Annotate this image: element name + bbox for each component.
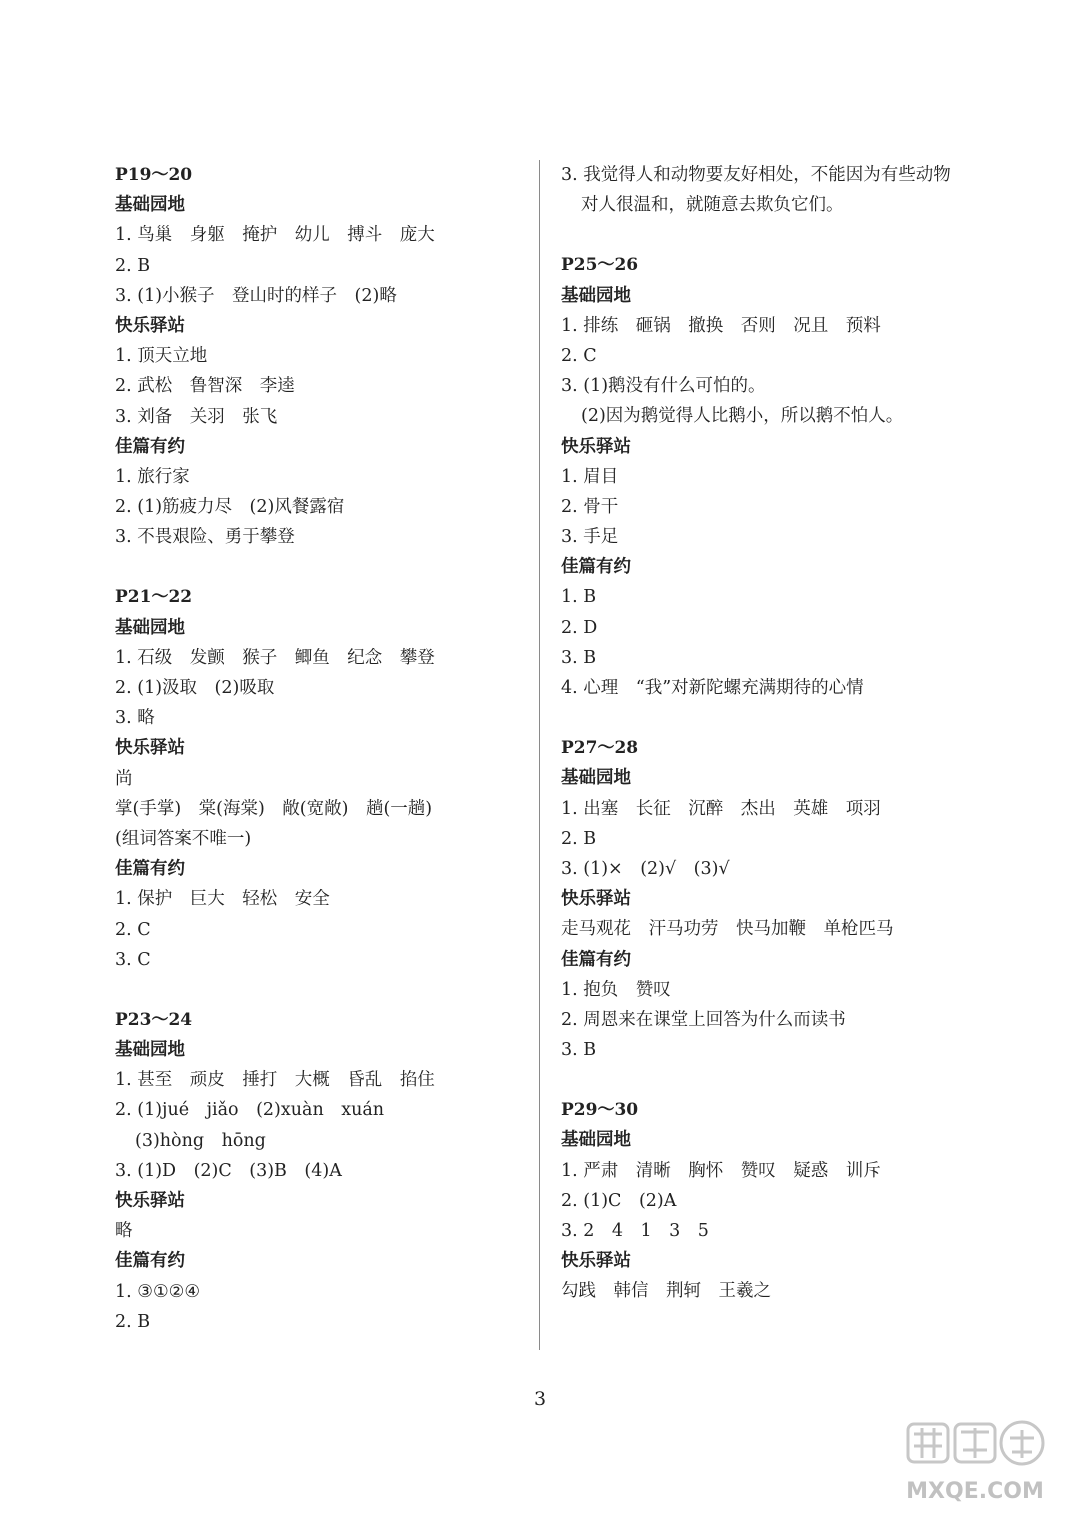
answer-line: 2. (1)C (2)A — [561, 1190, 677, 1211]
section-page-range: P23～24 — [115, 1009, 193, 1030]
answer-line: 略 — [115, 1221, 133, 1242]
answer-line: 3. B — [561, 647, 597, 668]
answer-line: 2. 武松 鲁智深 李逵 — [115, 376, 295, 397]
subsection-title: 快乐驿站 — [561, 1251, 631, 1272]
section-page-range: P25～26 — [561, 255, 639, 276]
answer-line: 1. 眉目 — [561, 466, 619, 487]
page-number: 3 — [533, 1388, 547, 1410]
answer-section — [115, 1005, 515, 1337]
answer-line: 4. 心理 “我”对新陀螺充满期待的心情 — [561, 678, 864, 698]
subsection-title: 基础园地 — [115, 195, 185, 216]
answer-section — [115, 582, 515, 974]
subsection-title: 基础园地 — [115, 1040, 185, 1061]
subsection-title: 佳篇有约 — [115, 436, 185, 457]
answer-line: 掌(手掌) 棠(海棠) 敞(宽敞) 趟(一趟) — [115, 798, 433, 819]
answer-line: 2. 周恩来在课堂上回答为什么而读书 — [561, 1009, 846, 1030]
answer-line: 3. 手足 — [561, 527, 619, 548]
subsection-title: 佳篇有约 — [561, 557, 631, 578]
right-column — [561, 160, 1001, 1337]
answer-line: 2. B — [115, 1311, 151, 1332]
subsection-title: 基础园地 — [561, 768, 631, 789]
watermark-site-text: MXQE.COM — [906, 1479, 1044, 1504]
section-page-range: P29～30 — [561, 1100, 639, 1121]
intro-block — [561, 160, 1001, 220]
answer-line: 2. (1)jué jiǎo (2)xuàn xuán — [115, 1100, 385, 1121]
answer-line: 2. (1)筋疲力尽 (2)风餐露宿 — [115, 497, 345, 518]
answer-line: 2. 骨干 — [561, 496, 619, 517]
subsection-title: 基础园地 — [115, 617, 185, 638]
answer-line: 1. 石级 发颤 猴子 鲫鱼 纪念 攀登 — [115, 647, 435, 668]
subsection-title: 基础园地 — [561, 1130, 631, 1151]
answer-line: 3. 我觉得人和动物要友好相处，不能因为有些动物 — [561, 165, 951, 185]
answer-line: 3. B — [561, 1040, 597, 1061]
subsection-title: 快乐驿站 — [115, 738, 185, 759]
answer-line: 2. C — [561, 345, 597, 366]
answer-line: 1. 出塞 长征 沉醉 杰出 英雄 项羽 — [561, 798, 881, 819]
answer-section — [561, 1095, 1001, 1306]
answer-section — [561, 250, 1001, 703]
answer-line: 2. C — [115, 919, 151, 940]
column-divider — [539, 160, 540, 1350]
answer-line: 3. (1)× (2)√ (3)√ — [561, 858, 730, 879]
watermark-stroke-3 — [1010, 1430, 1034, 1458]
section-page-range: P19～20 — [115, 165, 193, 185]
answer-line: 1. 排练 砸锅 撤换 否则 况且 预料 — [561, 315, 881, 336]
answer-line: 3. 略 — [115, 708, 155, 729]
answer-line: (2)因为鹅觉得人比鹅小，所以鹅不怕人。 — [581, 406, 904, 427]
watermark-stroke-2 — [961, 1428, 989, 1458]
answer-line: 3. (1)D (2)C (3)B (4)A — [115, 1160, 342, 1181]
watermark-glyph-1 — [908, 1424, 948, 1462]
watermark-logo — [900, 1418, 1050, 1510]
answer-line: (组词答案不唯一) — [115, 828, 252, 849]
answer-line: 3. C — [115, 949, 151, 970]
answer-line: 对人很温和，就随意去欺负它们。 — [581, 195, 844, 216]
subsection-title: 佳篇有约 — [561, 949, 631, 970]
answer-line: 3. 不畏艰险、勇于攀登 — [115, 527, 295, 548]
subsection-title: 快乐驿站 — [561, 889, 631, 910]
answer-line: 2. B — [561, 828, 597, 849]
subsection-title: 快乐驿站 — [561, 436, 631, 457]
subsection-title: 基础园地 — [561, 285, 631, 306]
answer-line: 1. B — [561, 587, 597, 608]
answer-line: 1. 抱负 赞叹 — [561, 979, 671, 1000]
subsection-title: 佳篇有约 — [115, 859, 185, 880]
section-page-range: P21～22 — [115, 587, 193, 608]
subsection-title: 佳篇有约 — [115, 1251, 185, 1272]
answer-line: 走马观花 汗马功劳 快马加鞭 单枪匹马 — [561, 919, 894, 940]
answer-line: 3. 刘备 关羽 张飞 — [115, 406, 278, 427]
answer-line: 3. 2 4 1 3 5 — [561, 1221, 709, 1241]
watermark-stroke-1 — [914, 1428, 942, 1458]
answer-line: 1. 鸟巢 身躯 掩护 幼儿 搏斗 庞大 — [115, 225, 435, 246]
subsection-title: 快乐驿站 — [115, 1191, 185, 1211]
answer-line: 1. 保护 巨大 轻松 安全 — [115, 889, 330, 910]
answer-line: 2. (1)汲取 (2)吸取 — [115, 678, 275, 698]
answer-line: 3. (1)鹅没有什么可怕的。 — [561, 376, 766, 397]
answer-line: 1. 旅行家 — [115, 466, 190, 487]
left-column — [115, 160, 515, 1367]
answer-line: 1. 顶天立地 — [115, 346, 208, 367]
subsection-title: 快乐驿站 — [115, 315, 185, 336]
answer-line: (3)hòng hōng — [135, 1130, 266, 1151]
answer-line: 勾践 韩信 荆轲 王羲之 — [561, 1281, 771, 1302]
answer-section — [115, 160, 515, 552]
answer-line: 1. ③①②④ — [115, 1281, 201, 1302]
answer-line: 尚 — [115, 768, 133, 789]
answer-line: 2. D — [561, 617, 598, 638]
section-page-range: P27～28 — [561, 738, 639, 759]
answer-line: 2. B — [115, 255, 151, 276]
answer-line: 1. 甚至 顽皮 捶打 大概 昏乱 掐住 — [115, 1070, 435, 1091]
answer-section — [561, 733, 1001, 1065]
answer-line: 3. (1)小猴子 登山时的样子 (2)略 — [115, 285, 397, 306]
answer-line: 1. 严肃 清晰 胸怀 赞叹 疑惑 训斥 — [561, 1160, 881, 1181]
